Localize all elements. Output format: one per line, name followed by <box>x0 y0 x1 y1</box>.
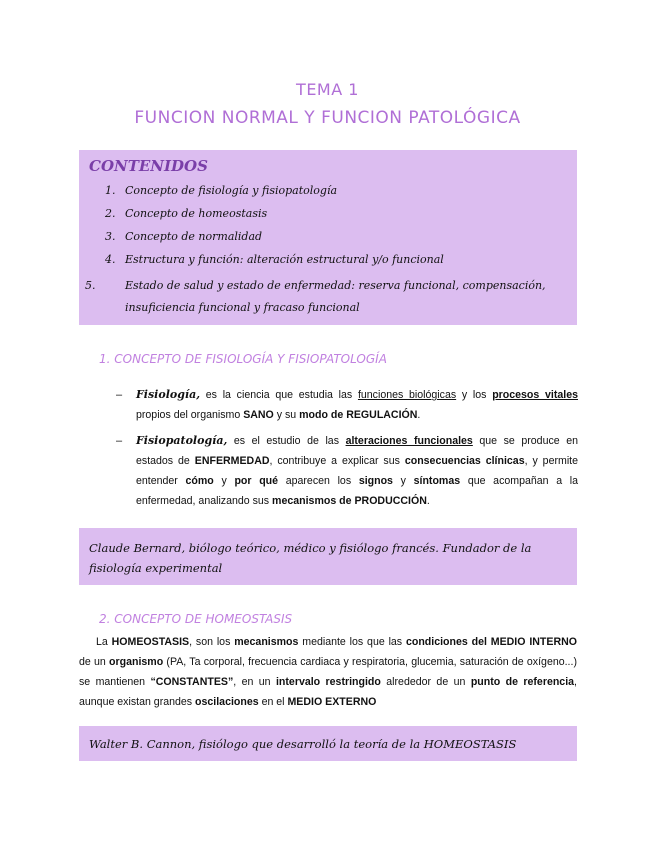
toc-number: 4. <box>105 253 116 266</box>
toc-number: 2. <box>105 207 116 220</box>
toc-text: Concepto de normalidad <box>125 230 263 243</box>
fisiologia-definition: Fisiología, es la ciencia que estudia las funciones biológicas y los procesos vitales propios del organismo SANO y su modo de REGULACIÓN. <box>136 388 579 421</box>
claude-bernard-note <box>79 528 577 585</box>
underlined-term: funciones biológicas <box>357 389 457 401</box>
term-fisiologia: Fisiología, <box>136 388 201 401</box>
underlined-term: procesos vitales <box>492 389 579 401</box>
bullet-dash: – <box>116 389 123 401</box>
walter-cannon-text: Walter B. Cannon, fisiólogo que desarrolló la teoría de la HOMEOSTASIS <box>89 737 517 751</box>
fisiopatologia-definition: Fisiopatología, es el estudio de las alteraciones funcionales que se produce en estados de ENFERMEDAD, contribuye a explicar sus consecuencias clínicas, y permite entender cómo y por qué aparecen los signos y síntomas que acompañan a la enfermedad, analizando sus mecanismos de PRODUCCIÓN. <box>136 434 579 507</box>
section-1-heading: 1. CONCEPTO DE FISIOLOGÍA Y FISIOPATOLOGÍA <box>99 352 387 366</box>
toc-item <box>105 207 575 220</box>
claude-bernard-text: Claude Bernard, biólogo teórico, médico y fisiólogo francés. Fundador de la fisiología experimental <box>89 541 532 575</box>
toc-number: 5. <box>85 279 96 292</box>
document-title: FUNCION NORMAL Y FUNCION PATOLÓGICA <box>134 108 521 128</box>
tema-number: TEMA 1 <box>296 80 359 99</box>
bullet-dash: – <box>116 435 123 447</box>
toc-text: Concepto de homeostasis <box>125 207 268 220</box>
contents-box <box>79 150 577 325</box>
walter-cannon-note <box>79 726 577 761</box>
toc-text: Estructura y función: alteración estructural y/o funcional <box>125 253 444 266</box>
toc-item <box>85 275 575 319</box>
term-fisiopatologia: Fisiopatología, <box>136 434 228 447</box>
contents-heading: CONTENIDOS <box>89 157 208 175</box>
section-2-heading: 2. CONCEPTO DE HOMEOSTASIS <box>99 612 293 626</box>
underlined-term: alteraciones funcionales <box>345 435 473 447</box>
toc-number: 3. <box>105 230 116 243</box>
toc-text: Concepto de fisiología y fisiopatología <box>125 184 338 197</box>
toc-number: 1. <box>105 184 116 197</box>
homeostasis-paragraph: La HOMEOSTASIS, son los mecanismos mediante los que las condiciones del MEDIO INTERNO de un organismo (PA, Ta corporal, frecuencia cardiaca y respiratoria, glucemia, saturación de oxígeno...) se mantienen “CONSTANTES”, en un intervalo restringido alrededor de un punto de referencia, aunque existan grandes oscilaciones en el MEDIO EXTERNO <box>79 636 577 708</box>
toc-item <box>105 230 575 243</box>
toc-item <box>105 253 575 266</box>
toc-text: Estado de salud y estado de enfermedad: reserva funcional, compensación, insuficiencia funcional y fracaso funcional <box>125 279 546 314</box>
toc-item <box>105 184 575 197</box>
